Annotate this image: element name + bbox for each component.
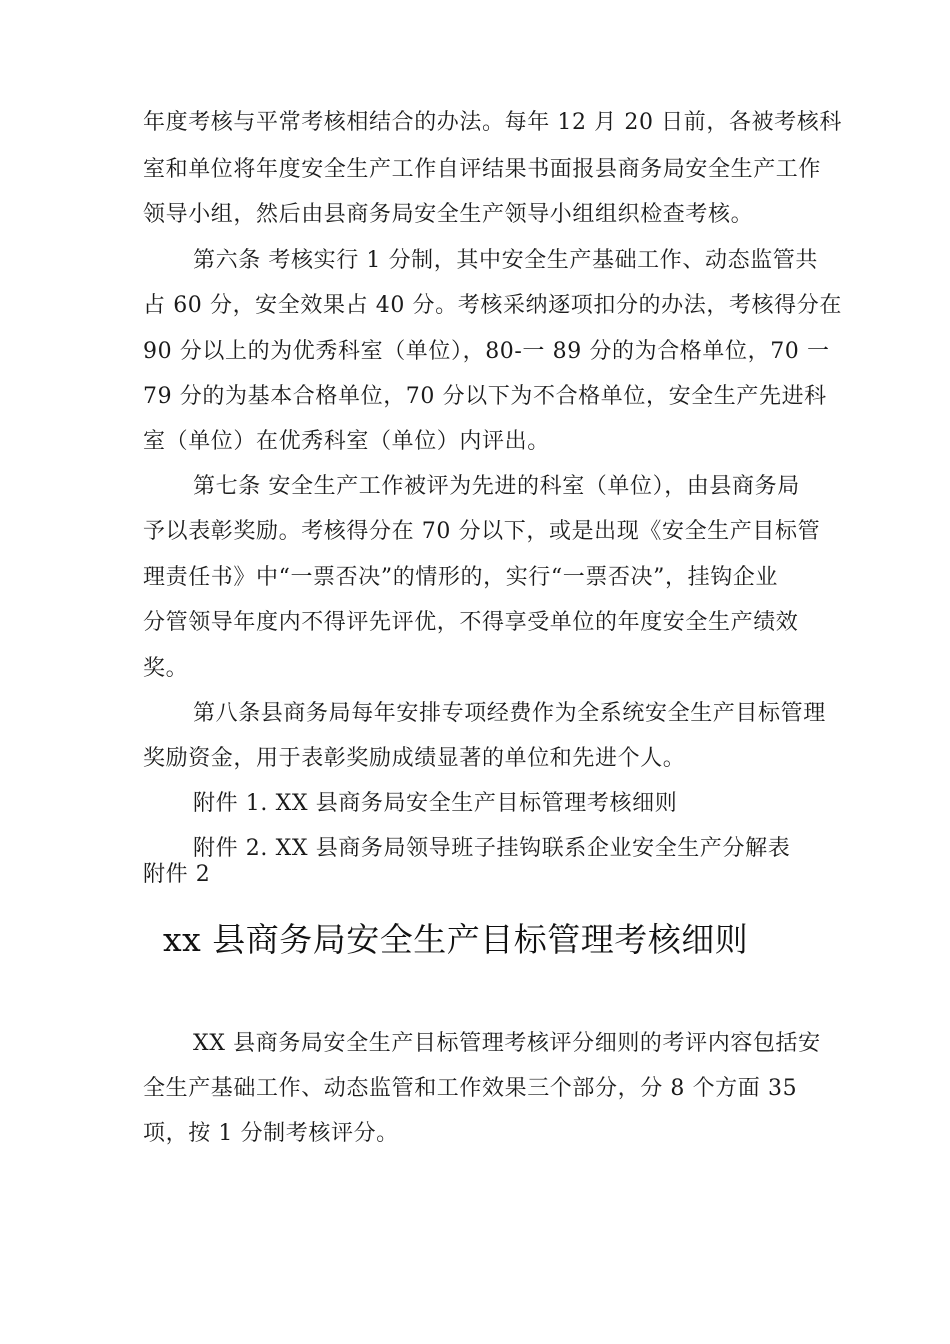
attachment-1-line: 附件 1. XX 县商务局安全生产目标管理考核细则: [193, 791, 678, 816]
body-text-line: 奖励资金，用于表彰奖励成绩显著的单位和先进个人。: [143, 746, 686, 771]
attachment-2-line: 附件 2. XX 县商务局领导班子挂钩联系企业安全生产分解表: [193, 836, 791, 861]
body-text-line: 室和单位将年度安全生产工作自评结果书面报县商务局安全生产工作: [143, 157, 822, 182]
body-text-line: 占 60 分，安全效果占 40 分。考核采纳逐项扣分的办法，考核得分在: [143, 293, 842, 318]
body-text-line: 分管领导年度内不得评先评优，不得享受单位的年度安全生产绩效: [143, 610, 799, 635]
body-text-line: 领导小组，然后由县商务局安全生产领导小组组织检查考核。: [143, 202, 754, 227]
body-text-line: 90 分以上的为优秀科室（单位），80-一 89 分的为合格单位，70 一: [143, 339, 830, 364]
article-6-text: 第六条 考核实行 1 分制，其中安全生产基础工作、动态监管共: [193, 248, 818, 273]
body-text-line: 项，按 1 分制考核评分。: [143, 1121, 399, 1146]
section-title: xx 县商务局安全生产目标管理考核细则: [163, 920, 749, 959]
body-text-line: 年度考核与平常考核相结合的办法。每年 12 月 20 日前，各被考核科: [143, 110, 842, 135]
article-7-text: 第七条 安全生产工作被评为先进的科室（单位），由县商务局: [193, 474, 800, 499]
body-text-line: 全生产基础工作、动态监管和工作效果三个部分，分 8 个方面 35: [143, 1076, 798, 1101]
body-text-line: 予以表彰奖励。考核得分在 70 分以下，或是出现《安全生产目标管: [143, 519, 821, 544]
body-text-line: 79 分的为基本合格单位，70 分以下为不合格单位，安全生产先进科: [143, 384, 827, 409]
body-text-line: 室（单位）在优秀科室（单位）内评出。: [143, 429, 550, 454]
body-text-line: 奖。: [143, 656, 189, 681]
attachment-label: 附件 2: [143, 862, 211, 887]
intro-text: XX 县商务局安全生产目标管理考核评分细则的考评内容包括安: [193, 1031, 821, 1056]
body-text-line: 理责任书》中“一票否决”的情形的，实行“一票否决”，挂钩企业: [143, 565, 778, 590]
article-8-text: 第八条县商务局每年安排专项经费作为全系统安全生产目标管理: [193, 701, 826, 726]
